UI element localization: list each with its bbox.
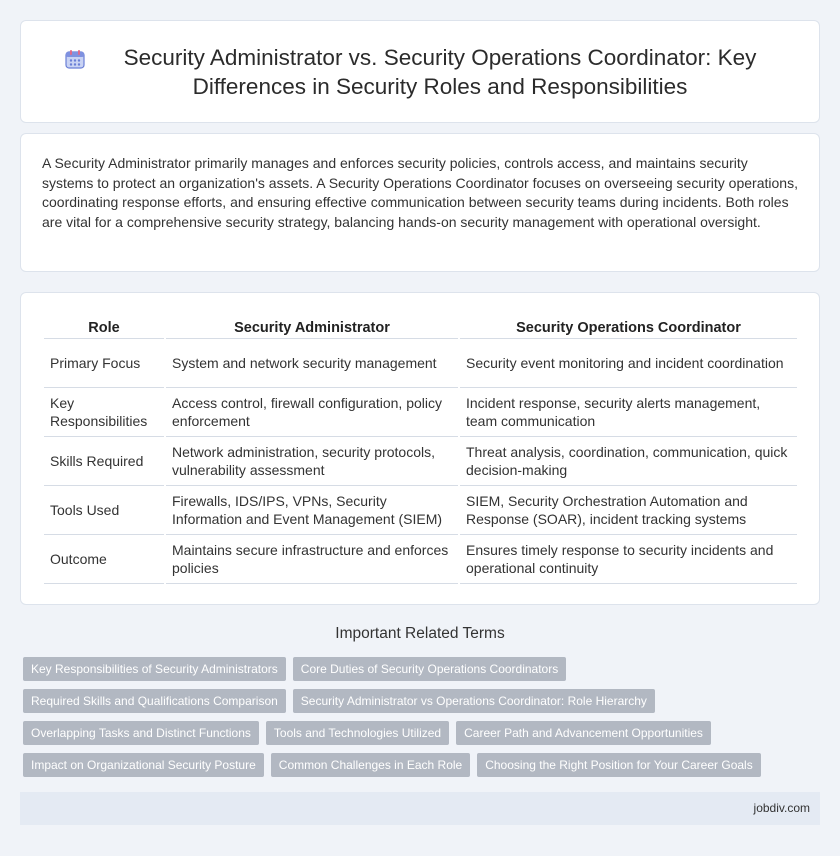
table-row: [44, 339, 797, 388]
table-row: [44, 437, 797, 486]
tag-row: [23, 657, 783, 681]
page-title: Security Administrator vs. Security Operations Coordinator: Key Differences in Security Roles and Responsibilities: [123, 44, 757, 99]
role-cell: Tools Used: [44, 486, 164, 535]
role-cell: Key Responsibilities: [44, 388, 164, 437]
related-terms-heading: Important Related Terms: [335, 625, 505, 642]
comparison-table: [42, 313, 799, 584]
role-cell: Skills Required: [44, 437, 164, 486]
column-header-role: Role: [44, 313, 164, 339]
related-term-tag[interactable]: Core Duties of Security Operations Coordinators: [293, 657, 566, 681]
role-cell: Primary Focus: [44, 339, 164, 388]
related-term-tag[interactable]: Tools and Technologies Utilized: [266, 721, 449, 745]
related-term-tag[interactable]: Impact on Organizational Security Posture: [23, 753, 264, 777]
admin-cell: Network administration, security protocols, vulnerability assessment: [166, 437, 458, 486]
related-term-tag[interactable]: Choosing the Right Position for Your Career Goals: [477, 753, 761, 777]
related-term-tag[interactable]: Key Responsibilities of Security Administrators: [23, 657, 286, 681]
related-terms-list: [23, 657, 783, 785]
title-card: [20, 20, 820, 123]
footer-site-link[interactable]: jobdiv.com: [753, 801, 810, 815]
tag-row: [23, 753, 783, 777]
tag-row: [23, 689, 783, 713]
table-row: [44, 486, 797, 535]
coordinator-cell: SIEM, Security Orchestration Automation and Response (SOAR), incident tracking systems: [460, 486, 797, 535]
tag-row: [23, 721, 783, 745]
admin-cell: Firewalls, IDS/IPS, VPNs, Security Information and Event Management (SIEM): [166, 486, 458, 535]
admin-cell: Maintains secure infrastructure and enforces policies: [166, 535, 458, 584]
table-row: [44, 535, 797, 584]
related-term-tag[interactable]: Career Path and Advancement Opportunities: [456, 721, 711, 745]
admin-cell: Access control, firewall configuration, policy enforcement: [166, 388, 458, 437]
admin-cell: System and network security management: [166, 339, 458, 388]
footer: [20, 792, 820, 825]
coordinator-cell: Threat analysis, coordination, communication, quick decision-making: [460, 437, 797, 486]
related-term-tag[interactable]: Common Challenges in Each Role: [271, 753, 470, 777]
related-term-tag[interactable]: Overlapping Tasks and Distinct Functions: [23, 721, 259, 745]
role-cell: Outcome: [44, 535, 164, 584]
column-header-security-operations-coordinator: Security Operations Coordinator: [460, 313, 797, 339]
coordinator-cell: Incident response, security alerts management, team communication: [460, 388, 797, 437]
intro-paragraph: A Security Administrator primarily manages and enforces security policies, controls access, and maintains security systems to protect an organization's assets. A Security Operations Coordinator focuses on overseeing security operations, coordinating response efforts, and ensuring effective communication between security teams during incidents. Both roles are vital for a comprehensive security strategy, balancing hands-on security management with operational oversight.: [42, 155, 798, 230]
column-header-security-administrator: Security Administrator: [166, 313, 458, 339]
related-term-tag[interactable]: Required Skills and Qualifications Comparison: [23, 689, 286, 713]
coordinator-cell: Security event monitoring and incident coordination: [460, 339, 797, 388]
table-header-row: [44, 313, 797, 339]
intro-card: [20, 133, 820, 272]
related-term-tag[interactable]: Security Administrator vs Operations Coordinator: Role Hierarchy: [293, 689, 655, 713]
coordinator-cell: Ensures timely response to security incidents and operational continuity: [460, 535, 797, 584]
table-row: [44, 388, 797, 437]
comparison-table-card: [20, 292, 820, 605]
